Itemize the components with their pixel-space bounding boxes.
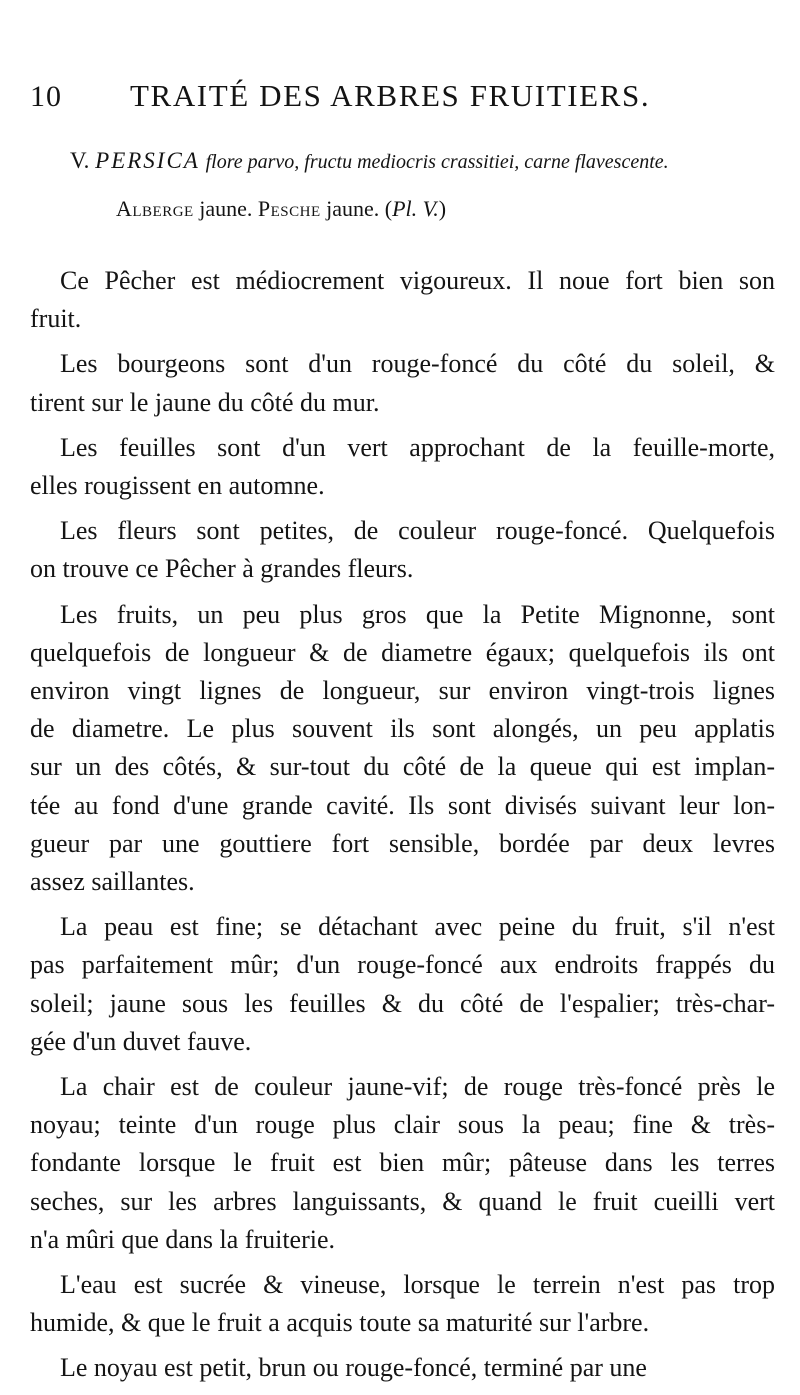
paragraph <box>30 908 775 1061</box>
text-line: Les fleurs sont petites, de couleur rouge-foncé. Quelquefois <box>60 516 775 546</box>
text-line: gée d'un duvet fauve. <box>30 1026 252 1056</box>
text-line: elles rougissent en automne. <box>30 471 325 501</box>
text-line: Les feuilles sont d'un vert approchant de la feuille-morte, <box>60 432 775 462</box>
text-line: Le noyau est petit, brun ou rouge-foncé, terminé par une <box>60 1353 647 1383</box>
text-line: sur un des côtés, & sur-tout du côté de la queue qui est implan- <box>30 752 775 782</box>
paragraph <box>30 596 775 902</box>
body-text <box>30 262 775 1395</box>
common-name-text-1: jaune. <box>199 196 253 221</box>
common-name-pesche: Pesche <box>257 196 321 221</box>
paragraph <box>30 512 775 588</box>
common-name-alberge: Alberge <box>116 196 194 221</box>
paragraph <box>30 1349 775 1387</box>
paragraph <box>30 1266 775 1342</box>
text-line: de diametre. Le plus souvent ils sont alongés, un peu applatis <box>30 714 775 744</box>
species-genus: PERSICA <box>95 148 200 173</box>
text-line: Les fruits, un peu plus gros que la Petite Mignonne, sont <box>60 599 775 629</box>
text-line: tée au fond d'une grande cavité. Ils sont divisés suivant leur lon- <box>30 790 775 820</box>
text-line: La peau est fine; se détachant avec peine du fruit, s'il n'est <box>60 912 775 942</box>
species-heading <box>70 148 790 174</box>
plate-reference: Pl. V. <box>392 196 439 221</box>
text-line: seches, sur les arbres languissants, & quand le fruit cueilli vert <box>30 1186 775 1216</box>
paragraph <box>30 345 775 421</box>
text-line: Ce Pêcher est médiocrement vigoureux. Il noue fort bien son <box>60 266 775 295</box>
page-header <box>30 74 710 118</box>
text-line: fruit. <box>30 304 82 334</box>
text-line: pas parfaitement mûr; d'un rouge-foncé aux endroits frappés du <box>30 950 775 980</box>
paragraph <box>30 1068 775 1259</box>
page-number: 10 <box>30 80 62 113</box>
paragraph <box>30 262 775 338</box>
text-line: on trouve ce Pêcher à grandes fleurs. <box>30 554 414 584</box>
text-line: soleil; jaune sous les feuilles & du côté de l'espalier; très-char- <box>30 988 775 1018</box>
text-line: Les bourgeons sont d'un rouge-foncé du côté du soleil, & <box>60 349 775 379</box>
text-line: humide, & que le fruit a acquis toute sa maturité sur l'arbre. <box>30 1308 650 1338</box>
common-names <box>116 196 446 222</box>
text-line: quelquefois de longueur & de diametre égaux; quelquefois ils ont <box>30 637 775 667</box>
common-name-close: ) <box>438 196 447 221</box>
running-title: TRAITÉ DES ARBRES FRUITIERS. <box>130 78 651 113</box>
text-line: fondante lorsque le fruit est bien mûr; pâteuse dans les terres <box>30 1148 775 1178</box>
text-line: environ vingt lignes de longueur, sur environ vingt-trois lignes <box>30 676 775 706</box>
text-line: L'eau est sucrée & vineuse, lorsque le terrein n'est pas trop <box>60 1270 775 1300</box>
species-number: V. <box>70 148 90 173</box>
text-line: assez saillantes. <box>30 867 195 897</box>
text-line: n'a mûri que dans la fruiterie. <box>30 1224 336 1254</box>
text-line: tirent sur le jaune du côté du mur. <box>30 387 380 417</box>
text-line: gueur par une gouttiere fort sensible, bordée par deux levres <box>30 828 775 858</box>
paragraph <box>30 429 775 505</box>
species-description: flore parvo, fructu mediocris crassitiei, carne flavescente. <box>205 151 669 173</box>
common-name-text-2: jaune. ( <box>326 196 393 221</box>
text-line: La chair est de couleur jaune-vif; de rouge très-foncé près le <box>60 1072 775 1102</box>
text-line: noyau; teinte d'un rouge plus clair sous la peau; fine & très- <box>30 1110 775 1140</box>
